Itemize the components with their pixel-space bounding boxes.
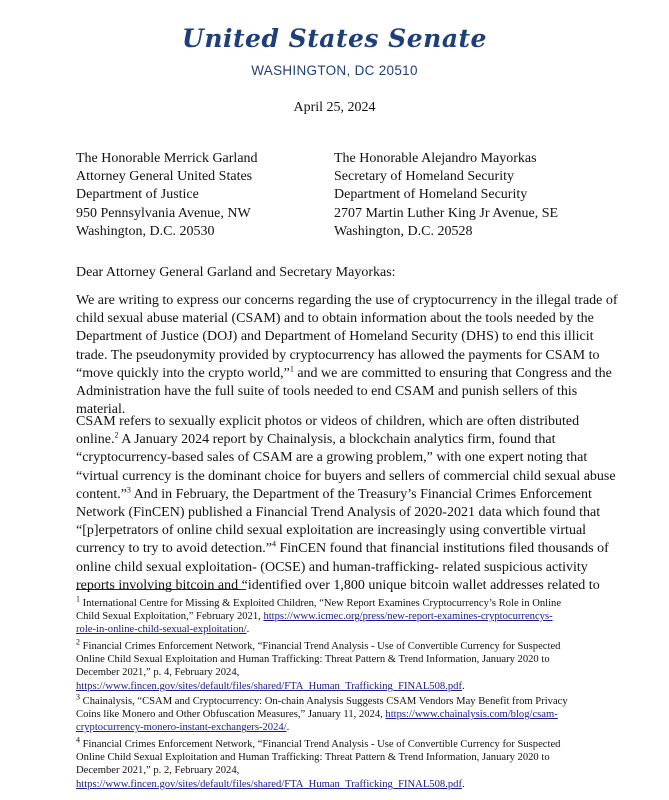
footnote-line — [76, 623, 606, 636]
paragraph-line: trade. The pseudonymity provided by cryptocurrency has allowed the payments for CSAM to — [76, 347, 600, 363]
footnote-link[interactable]: role-in-online-child-sexual-exploitation/ — [76, 624, 247, 636]
paragraph-line: Department of Justice (DOJ) and Department of Homeland Security (DHS) to end this illicit — [76, 329, 594, 345]
footnote-number: 1 — [76, 594, 80, 604]
line-text: And in February, the Department of the Treasury’s Financial Crimes Enforcement — [130, 486, 592, 502]
paragraph-line — [76, 431, 604, 449]
footnote-ref: 4 — [271, 539, 276, 549]
footnote-link[interactable]: https://www.fincen.gov/sites/default/files/shared/FTA_Human_Trafficking_FINAL508.pdf — [76, 680, 462, 692]
paragraph-line: Administration have the full suite of tools needed to end CSAM and punish sellers of this — [76, 384, 578, 400]
letterhead-city: WASHINGTON, DC 20510 — [251, 63, 418, 78]
footnote-link[interactable]: https://www.icmec.org/press/new-report-examines-cryptocurrencys- — [263, 611, 553, 623]
recipient-title: Secretary of Homeland Security — [334, 169, 514, 185]
line-text: currency to try to avoid detection.” — [76, 541, 272, 557]
footnote-ref: 1 — [289, 364, 294, 374]
paragraph-line: “virtual currency is the dominant choice for buyers and sellers of commercial child sexual abuse — [76, 468, 616, 484]
footnote-3 — [76, 692, 606, 735]
body-paragraph-2 — [76, 413, 616, 595]
footnote-line: December 2021,” p. 2, February 2024, — [76, 765, 240, 777]
footnote-ref: 2 — [114, 430, 119, 440]
footnote-line — [76, 721, 606, 734]
footnote-text: International Centre for Missing & Exploited Children, “New Report Examines Cryptocurrency’s Role in Online — [80, 598, 562, 609]
footnote-line — [76, 692, 606, 708]
footnote-text: Financial Crimes Enforcement Network, “Financial Trend Analysis - Use of Convertible Currency for Suspected — [80, 739, 561, 750]
paragraph-line: “cryptocurrency-based sales of CSAM are a growing problem,” with one expert noting that — [76, 450, 588, 466]
footnote-text: Financial Crimes Enforcement Network, “Financial Trend Analysis - Use of Convertible Currency for Suspected — [80, 641, 561, 652]
recipient-department: Department of Justice — [76, 187, 199, 203]
recipient-department: Department of Homeland Security — [334, 187, 528, 203]
recipient-name: The Honorable Alejandro Mayorkas — [334, 151, 537, 166]
paragraph-line: CSAM refers to sexually explicit photos or videos of children, which are often distributed — [76, 414, 580, 429]
footnote-divider — [76, 589, 246, 590]
line-text: A January 2024 report by Chainalysis, a blockchain analytics firm, found that — [118, 432, 556, 448]
footnote-line — [76, 708, 606, 721]
line-text: content.” — [76, 486, 127, 502]
footnote-2 — [76, 637, 606, 693]
paragraph-line: Network (FinCEN) published a Financial Trend Analysis of 2020-2021 data which found that — [76, 505, 601, 521]
paragraph-line: reports involving bitcoin and “identified over 1,800 unique bitcoin wallet addresses related to — [76, 577, 600, 593]
recipient-address-right — [334, 150, 558, 241]
footnote-text: Child Sexual Exploitation,” February 2021, — [76, 611, 264, 623]
paragraph-line — [76, 486, 604, 504]
footnote-text: . — [246, 624, 250, 636]
footnote-text: . — [286, 722, 290, 734]
recipient-street: 2707 Martin Luther King Jr Avenue, SE — [334, 205, 559, 221]
salutation: Dear Attorney General Garland and Secretary Mayorkas: — [76, 265, 396, 280]
footnote-text: . — [461, 778, 465, 790]
footnote-line — [76, 610, 606, 623]
footnote-line: December 2021,” p. 4, February 2024, — [76, 667, 240, 679]
footnote-line — [76, 680, 606, 693]
paragraph-line — [76, 364, 612, 383]
footnote-line: Online Child Sexual Exploitation and Human Trafficking: Threat Pattern & Trend Information, January 2020 to — [76, 752, 550, 764]
recipient-street: 950 Pennsylvania Avenue, NW — [76, 205, 251, 221]
footnote-number: 3 — [76, 692, 80, 702]
paragraph-line: material. — [76, 402, 126, 418]
body-paragraph-1 — [76, 292, 618, 419]
letter-date: April 25, 2024 — [293, 100, 376, 115]
footnote-4 — [76, 735, 606, 791]
line-text: online. — [76, 432, 115, 448]
paragraph-line: online child sexual exploitation- (OCSE) and human-trafficking- related suspicious activity — [76, 559, 588, 575]
footnote-text: . — [461, 680, 465, 692]
paragraph-line: child sexual abuse material (CSAM) and to obtain information about the tools needed by the — [76, 311, 594, 327]
footnote-line — [76, 594, 606, 610]
footnote-line — [76, 735, 606, 751]
paragraph-line: We are writing to express our concerns regarding the use of cryptocurrency in the illegal trade of — [76, 293, 618, 308]
line-text: FinCEN found that financial institutions filed thousands of — [275, 541, 609, 557]
line-text: and we are committed to ensuring that Congress and the — [293, 365, 612, 381]
footnote-line: Online Child Sexual Exploitation and Human Trafficking: Threat Pattern & Trend Information, January 2020 to — [76, 654, 550, 666]
footnote-text: Coins like Monero and Other Obfuscation Measures,” January 11, 2024, — [76, 709, 386, 721]
recipient-address-left — [76, 150, 258, 241]
recipient-title: Attorney General United States — [76, 169, 253, 185]
footnote-number: 2 — [76, 637, 80, 647]
footnote-link[interactable]: https://www.chainalysis.com/blog/csam- — [385, 709, 558, 721]
footnote-ref: 3 — [126, 485, 131, 495]
footnote-link[interactable]: cryptocurrency-monero-instant-exchangers-2024/ — [76, 722, 287, 734]
footnote-line — [76, 778, 606, 791]
footnote-link[interactable]: https://www.fincen.gov/sites/default/files/shared/FTA_Human_Trafficking_FINAL508.pdf — [76, 778, 462, 790]
paragraph-line — [76, 539, 609, 558]
footnote-number: 4 — [76, 735, 80, 745]
recipient-city: Washington, D.C. 20528 — [334, 223, 473, 239]
recipient-city: Washington, D.C. 20530 — [76, 223, 215, 239]
line-text: “move quickly into the crypto world,” — [76, 365, 290, 381]
footnote-text: Chainalysis, “CSAM and Cryptocurrency: On-chain Analysis Suggests CSAM Vendors May Benefit from Privacy — [80, 696, 568, 707]
paragraph-line: “[p]erpetrators of online child sexual exploitation are increasingly using convertible virtual — [76, 523, 587, 539]
senate-letterhead: United States Senate — [182, 24, 487, 53]
footnote-1 — [76, 594, 606, 637]
footnote-line — [76, 637, 606, 653]
recipient-name: The Honorable Merrick Garland — [76, 151, 258, 166]
